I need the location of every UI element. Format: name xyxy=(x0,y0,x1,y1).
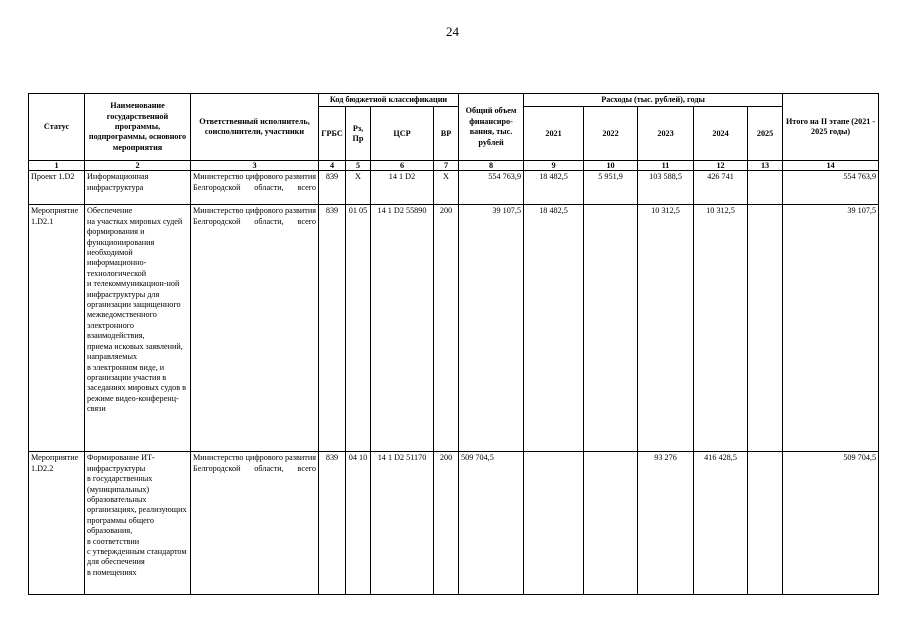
header-2024: 2024 xyxy=(694,107,748,161)
column-number: 10 xyxy=(584,161,638,171)
row-2024: 10 312,5 xyxy=(694,205,748,452)
row-csr: 14 1 D2 51170 xyxy=(371,452,434,595)
column-number: 2 xyxy=(85,161,191,171)
row-csr: 14 1 D2 xyxy=(371,171,434,205)
header-total-finance: Общий объем финансиро-вания, тыс. рублей xyxy=(459,94,524,161)
column-number: 8 xyxy=(459,161,524,171)
row-total: 554 763,9 xyxy=(459,171,524,205)
row-2022: 5 951,9 xyxy=(584,171,638,205)
header-itogo: Итого на II этапе (2021 - 2025 годы) xyxy=(783,94,879,161)
row-executor: Министерство цифрового развития Белгородской области, всего xyxy=(191,452,319,595)
header-rzpr: Рз, Пр xyxy=(346,107,371,161)
row-total: 39 107,5 xyxy=(459,205,524,452)
column-number: 14 xyxy=(783,161,879,171)
row-2025 xyxy=(748,452,783,595)
row-2024: 416 428,5 xyxy=(694,452,748,595)
row-itogo: 509 704,5 xyxy=(783,452,879,595)
row-total: 509 704,5 xyxy=(459,452,524,595)
column-number: 4 xyxy=(319,161,346,171)
row-grbs: 839 xyxy=(319,452,346,595)
row-status: Мероприятие 1.D2.1 xyxy=(29,205,85,452)
row-executor: Министерство цифрового развития Белгородской области, всего xyxy=(191,171,319,205)
header-2021: 2021 xyxy=(524,107,584,161)
row-rzpr: 01 05 xyxy=(346,205,371,452)
column-number: 11 xyxy=(638,161,694,171)
row-rzpr: Х xyxy=(346,171,371,205)
table-row xyxy=(29,171,879,205)
column-number: 3 xyxy=(191,161,319,171)
row-status: Проект 1.D2 xyxy=(29,171,85,205)
row-vr: 200 xyxy=(434,452,459,595)
header-2023: 2023 xyxy=(638,107,694,161)
row-2021 xyxy=(524,452,584,595)
header-vr: ВР xyxy=(434,107,459,161)
row-grbs: 839 xyxy=(319,171,346,205)
table-row xyxy=(29,205,879,452)
table-row xyxy=(29,452,879,595)
header-name: Наименование государственной программы, подпрограммы, основного мероприятия xyxy=(85,94,191,161)
row-status: Мероприятие 1.D2.2 xyxy=(29,452,85,595)
row-grbs: 839 xyxy=(319,205,346,452)
row-vr: Х xyxy=(434,171,459,205)
row-2022 xyxy=(584,205,638,452)
header-expenses: Расходы (тыс. рублей), годы xyxy=(524,94,783,107)
column-number: 7 xyxy=(434,161,459,171)
row-2025 xyxy=(748,171,783,205)
row-2023: 10 312,5 xyxy=(638,205,694,452)
page-number: 24 xyxy=(446,24,459,39)
row-itogo: 39 107,5 xyxy=(783,205,879,452)
row-name-text: Формирование ИТ-инфраструктуры в государственных (муниципальных) образовательных организациях, реализующих программы общего образования, в соответствии с утвержденным стандартом для обеспечения в помещениях xyxy=(87,453,187,577)
row-2025 xyxy=(748,205,783,452)
column-number: 1 xyxy=(29,161,85,171)
row-name: Информационная инфраструктура xyxy=(85,171,191,205)
header-csr: ЦСР xyxy=(371,107,434,161)
row-name xyxy=(85,452,191,595)
header-budget-code: Код бюджетной классификации xyxy=(319,94,459,107)
column-number: 5 xyxy=(346,161,371,171)
row-itogo: 554 763,9 xyxy=(783,171,879,205)
header-executor: Ответственный исполнитель, соисполнители, участники xyxy=(191,94,319,161)
header-2022: 2022 xyxy=(584,107,638,161)
column-number: 6 xyxy=(371,161,434,171)
header-status: Статус xyxy=(29,94,85,161)
header-2025: 2025 xyxy=(748,107,783,161)
column-number: 9 xyxy=(524,161,584,171)
row-rzpr: 04 10 xyxy=(346,452,371,595)
row-2022 xyxy=(584,452,638,595)
row-2021: 18 482,5 xyxy=(524,171,584,205)
row-name: Обеспечение на участках мировых судей формирования и функционирования необходимой информационно-технологической и телекоммуникацион-ной инфраструктуры для организации защищенного межведомственного электронного взаимодействия, приема исковых заявлений, направляемых в электронном виде, и организации участия в заседаниях мировых судов в режиме видео-конференц-связи xyxy=(85,205,191,452)
header-grbs: ГРБС xyxy=(319,107,346,161)
row-csr: 14 1 D2 55890 xyxy=(371,205,434,452)
row-executor: Министерство цифрового развития Белгородской области, всего xyxy=(191,205,319,452)
row-2023: 93 276 xyxy=(638,452,694,595)
row-vr: 200 xyxy=(434,205,459,452)
row-2021: 18 482,5 xyxy=(524,205,584,452)
program-table xyxy=(28,93,879,595)
row-2023: 103 588,5 xyxy=(638,171,694,205)
row-2024: 426 741 xyxy=(694,171,748,205)
column-number: 13 xyxy=(748,161,783,171)
column-number: 12 xyxy=(694,161,748,171)
